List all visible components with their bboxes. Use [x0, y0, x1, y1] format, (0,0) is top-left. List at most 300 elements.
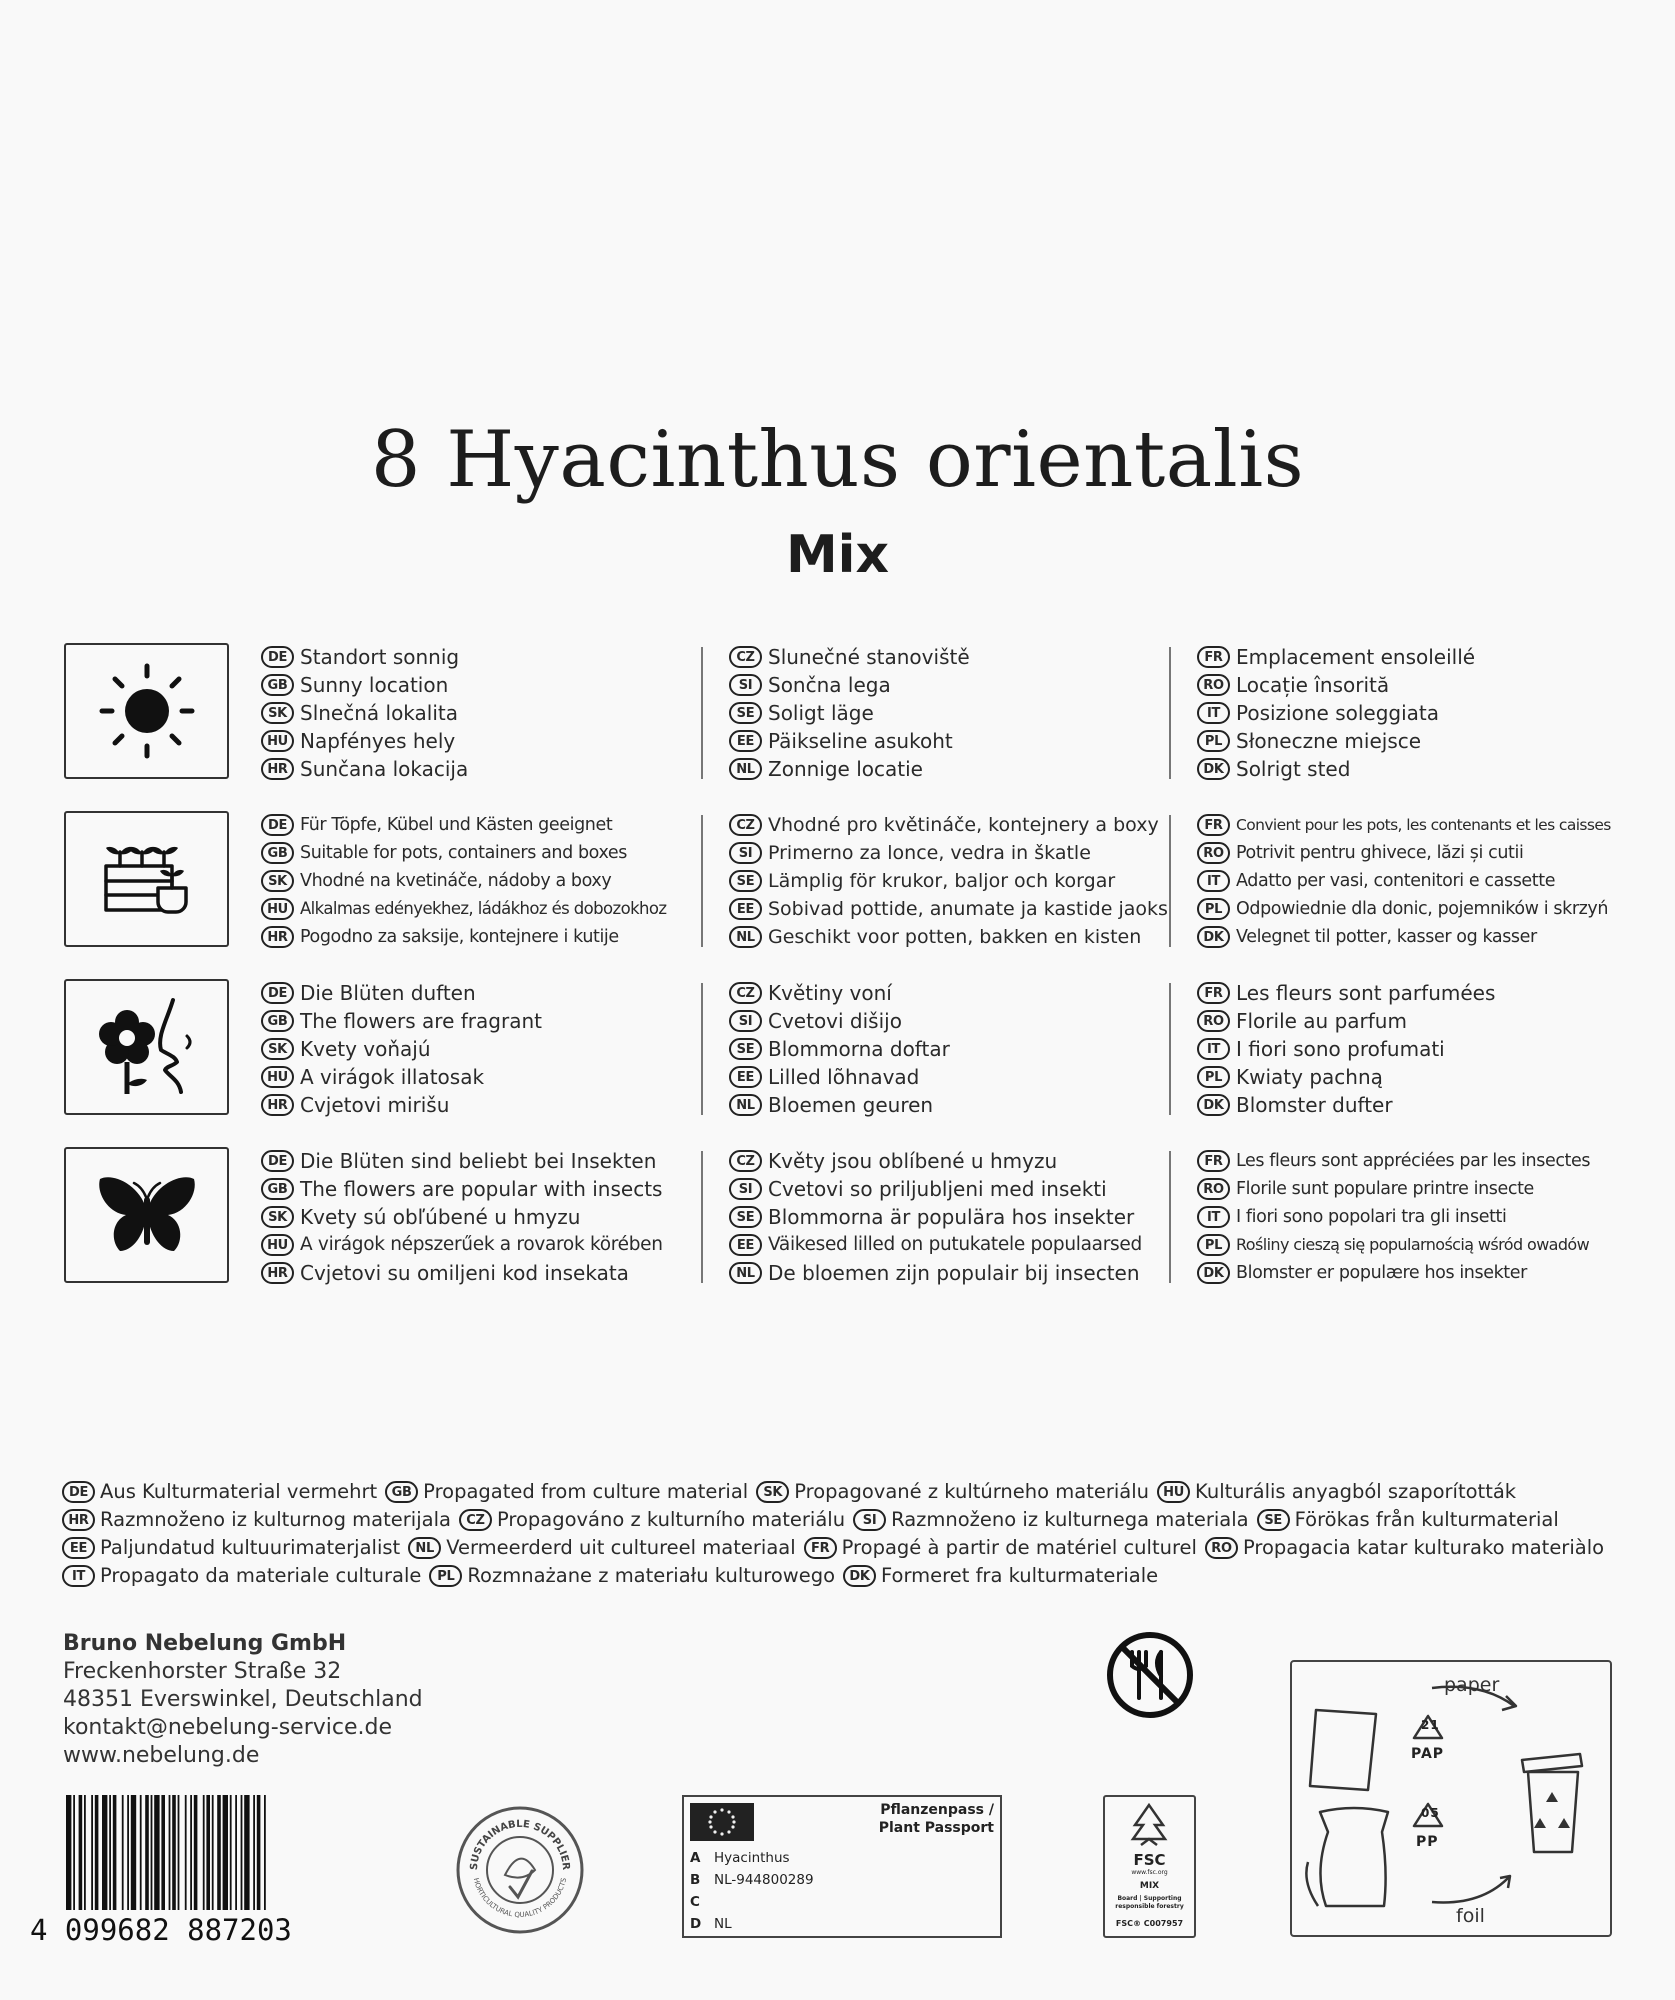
passport-row: [690, 1915, 732, 1933]
barcode-bar: [122, 1795, 124, 1910]
language-badge: NL: [729, 926, 762, 948]
eu-flag-icon: [690, 1803, 754, 1841]
propagation-line: [62, 1562, 1622, 1590]
propagation-text: Rozmnażane z materiału kulturowego: [467, 1564, 836, 1587]
text-line: [1197, 811, 1675, 839]
language-badge: DE: [261, 646, 294, 668]
text-line: [729, 727, 1199, 755]
passport-key: D: [690, 1916, 702, 1932]
text-line: [1197, 755, 1675, 783]
line-text: Die Blüten duften: [300, 981, 476, 1005]
text-line: [1197, 727, 1675, 755]
text-line: [729, 979, 1199, 1007]
text-line: [261, 1203, 731, 1231]
propagation-text: Förökas från kulturmaterial: [1294, 1508, 1559, 1531]
fsc-logo: [1103, 1795, 1196, 1938]
line-text: Vhodné pro květináče, kontejnery a boxy: [768, 814, 1159, 836]
propagation-item: [459, 1506, 845, 1534]
language-column: [1197, 643, 1675, 783]
text-line: [261, 671, 731, 699]
language-badge: NL: [729, 1094, 762, 1116]
language-badge: EE: [62, 1537, 95, 1559]
text-line: [1197, 1203, 1675, 1231]
barcode-bar: [194, 1795, 198, 1910]
propagation-line: [62, 1506, 1622, 1534]
product-subtitle: Mix: [785, 525, 890, 585]
text-line: [729, 1091, 1199, 1119]
text-line: [261, 699, 731, 727]
fsc-license: FSC® C007957: [1115, 1919, 1184, 1928]
text-line: [1197, 979, 1675, 1007]
line-text: Cvjetovi mirišu: [300, 1093, 450, 1117]
line-text: Sunčana lokacija: [300, 757, 469, 781]
language-badge: HR: [261, 1262, 294, 1284]
language-badge: SI: [729, 1178, 762, 1200]
paper-sheet-icon: [1310, 1710, 1376, 1790]
propagation-item: [62, 1506, 451, 1534]
text-line: [1197, 643, 1675, 671]
fsc-brand: FSC: [1133, 1851, 1166, 1869]
propagation-item: [843, 1562, 1158, 1590]
language-badge: EE: [729, 1234, 762, 1256]
language-column: [729, 979, 1199, 1119]
propagation-text: Propagováno z kulturního materiálu: [496, 1508, 846, 1531]
propagation-item: [408, 1534, 795, 1562]
text-line: [261, 895, 731, 923]
language-badge: SE: [729, 702, 762, 724]
language-badge: HR: [62, 1509, 95, 1531]
line-text: Odpowiednie dla donic, pojemników i skrzyń: [1236, 899, 1609, 919]
line-text: I fiori sono popolari tra gli insetti: [1236, 1207, 1507, 1227]
language-badge: NL: [729, 758, 762, 780]
language-badge: GB: [261, 842, 294, 864]
barcode-bar: [172, 1795, 176, 1910]
language-badge: SI: [729, 1010, 762, 1032]
line-text: I fiori sono profumati: [1236, 1037, 1445, 1061]
line-text: Sončna lega: [768, 673, 891, 697]
propagation-line: [62, 1478, 1622, 1506]
language-badge: SK: [261, 1206, 294, 1228]
paper-label: paper: [1444, 1674, 1500, 1696]
line-text: Blommorna är populära hos insekter: [768, 1205, 1135, 1229]
propagation-item: [804, 1534, 1197, 1562]
flower-scent-icon: [64, 979, 229, 1115]
paper-code: 21: [1421, 1718, 1440, 1732]
line-text: Pogodno za saksije, kontejnere i kutije: [300, 927, 619, 947]
line-text: Posizione soleggiata: [1236, 701, 1440, 725]
text-line: [1197, 671, 1675, 699]
fsc-type: MIX: [1139, 1881, 1160, 1891]
language-badge: SK: [261, 702, 294, 724]
language-badge: HU: [261, 1066, 294, 1088]
barcode-bar: [253, 1795, 255, 1910]
language-badge: CZ: [729, 814, 762, 836]
language-badge: RO: [1197, 1010, 1230, 1032]
language-badge: GB: [261, 1178, 294, 1200]
line-text: Väikesed lilled on putukatele populaarsed: [768, 1234, 1142, 1255]
language-badge: HU: [261, 1234, 294, 1256]
propagation-text: Propagacia katar kulturako materiàlo: [1242, 1536, 1605, 1559]
barcode-bar: [203, 1795, 205, 1910]
language-badge: EE: [729, 898, 762, 920]
line-text: Alkalmas edényekhez, ládákhoz és dobozokhoz: [300, 899, 667, 918]
line-text: Convient pour les pots, les contenants et les caisses: [1236, 816, 1611, 834]
language-column: [261, 979, 731, 1119]
barcode-bar: [109, 1795, 111, 1910]
line-text: Zonnige locatie: [768, 757, 923, 781]
propagation-text: Propagated from culture material: [423, 1480, 749, 1503]
svg-text:SUSTAINABLE SUPPLIER: [469, 1819, 571, 1871]
text-line: [729, 643, 1199, 671]
line-text: A virágok népszerűek a rovarok körében: [300, 1234, 663, 1255]
propagation-item: [385, 1478, 748, 1506]
barcode-bar: [190, 1795, 192, 1910]
barcode-bar: [185, 1795, 187, 1910]
language-badge: DK: [1197, 758, 1230, 780]
language-badge: NL: [408, 1537, 441, 1559]
text-line: [729, 811, 1199, 839]
svg-text:HORTICULTURAL QUALITY PRODUCTS: [472, 1877, 569, 1920]
barcode-bar: [244, 1795, 249, 1910]
recycling-bin-icon: [1528, 1772, 1578, 1852]
line-text: Standort sonnig: [300, 645, 460, 669]
language-badge: DE: [261, 814, 294, 836]
language-badge: SE: [729, 870, 762, 892]
barcode-bar: [66, 1795, 71, 1910]
barcode-bar: [140, 1795, 142, 1910]
propagation-item: [429, 1562, 835, 1590]
language-badge: SE: [729, 1206, 762, 1228]
text-line: [261, 867, 731, 895]
fsc-tree-icon: [1105, 1801, 1194, 1851]
propagation-text: Razmnoženo iz kulturnega materiala: [891, 1508, 1249, 1531]
propagation-item: [1257, 1506, 1559, 1534]
language-column: [729, 811, 1199, 951]
line-text: Florile sunt populare printre insecte: [1236, 1179, 1534, 1199]
barcode-bar: [257, 1795, 261, 1910]
language-badge: DE: [261, 1150, 294, 1172]
line-text: Blommorna doftar: [768, 1037, 950, 1061]
language-column: [261, 1147, 731, 1287]
propagation-text: Propagato da materiale culturale: [100, 1564, 422, 1587]
info-section-insects: [64, 1147, 1624, 1287]
line-text: Kvety voňajú: [300, 1037, 431, 1061]
language-column: [261, 643, 731, 783]
company-website: www.nebelung.de: [63, 1743, 260, 1768]
language-badge: HU: [261, 730, 294, 752]
language-column: [1197, 1147, 1675, 1287]
line-text: Blomster dufter: [1236, 1093, 1393, 1117]
language-badge: DE: [62, 1481, 95, 1503]
propagation-text: Propagé à partir de matériel culturel: [841, 1536, 1197, 1559]
text-line: [729, 1231, 1199, 1259]
propagation-line: [62, 1534, 1622, 1562]
barcode-bar: [151, 1795, 153, 1910]
barcode-bar: [84, 1795, 86, 1910]
language-badge: DK: [843, 1565, 876, 1587]
language-badge: EE: [729, 1066, 762, 1088]
propagation-item: [1157, 1478, 1516, 1506]
language-badge: CZ: [729, 982, 762, 1004]
language-badge: CZ: [459, 1509, 492, 1531]
propagation-item: [1205, 1534, 1604, 1562]
text-line: [729, 1175, 1199, 1203]
language-badge: FR: [804, 1537, 837, 1559]
language-badge: PL: [1197, 730, 1230, 752]
language-badge: IT: [1197, 1206, 1230, 1228]
barcode-bar: [127, 1795, 129, 1910]
text-line: [1197, 923, 1675, 951]
line-text: A virágok illatosak: [300, 1065, 485, 1089]
barcode-bar: [161, 1795, 165, 1910]
language-column: [729, 643, 1199, 783]
language-badge: IT: [1197, 870, 1230, 892]
line-text: Sunny location: [300, 673, 449, 697]
company-street: Freckenhorster Straße 32: [63, 1659, 342, 1684]
propagation-item: [62, 1562, 421, 1590]
barcode-bar: [95, 1795, 99, 1910]
text-line: [1197, 1007, 1675, 1035]
product-title: 8 Hyacinthus orientalis: [370, 415, 1305, 505]
text-line: [729, 699, 1199, 727]
passport-title-line: Pflanzenpass /: [880, 1802, 994, 1818]
language-badge: DK: [1197, 926, 1230, 948]
text-line: [261, 979, 731, 1007]
language-badge: HU: [1157, 1481, 1190, 1503]
text-line: [1197, 1175, 1675, 1203]
line-text: Bloemen geuren: [768, 1093, 934, 1117]
language-badge: IT: [62, 1565, 95, 1587]
propagation-notice: [62, 1478, 1622, 1590]
text-line: [261, 755, 731, 783]
line-text: Kvety sú obľúbené u hmyzu: [300, 1205, 581, 1229]
line-text: Květy jsou oblíbené u hmyzu: [768, 1149, 1058, 1173]
text-line: [261, 1231, 731, 1259]
line-text: Květiny voní: [768, 981, 892, 1005]
language-badge: GB: [261, 674, 294, 696]
language-badge: PL: [1197, 1234, 1230, 1256]
text-line: [729, 1063, 1199, 1091]
text-line: [729, 923, 1199, 951]
text-line: [261, 1063, 731, 1091]
line-text: Solrigt sted: [1236, 757, 1351, 781]
line-text: Lilled lõhnavad: [768, 1065, 920, 1089]
passport-value: NL: [714, 1916, 732, 1932]
line-text: Cvjetovi su omiljeni kod insekata: [300, 1261, 629, 1285]
line-text: Kwiaty pachną: [1236, 1065, 1383, 1089]
language-badge: CZ: [729, 646, 762, 668]
barcode-number: 4 099682 887203: [30, 1913, 292, 1947]
propagation-item: [756, 1478, 1149, 1506]
line-text: Adatto per vasi, contenitori e cassette: [1236, 871, 1556, 891]
text-line: [729, 1035, 1199, 1063]
language-badge: PL: [1197, 1066, 1230, 1088]
language-column: [729, 1147, 1199, 1287]
language-column: [261, 811, 731, 951]
text-line: [1197, 699, 1675, 727]
propagation-text: Kulturális anyagból szaporították: [1195, 1480, 1517, 1503]
line-text: Suitable for pots, containers and boxes: [300, 843, 627, 863]
line-text: Cvetovi dišijo: [768, 1009, 902, 1033]
language-badge: CZ: [729, 1150, 762, 1172]
text-line: [729, 839, 1199, 867]
text-line: [261, 1007, 731, 1035]
language-badge: FR: [1197, 814, 1230, 836]
language-badge: FR: [1197, 646, 1230, 668]
line-text: Potrivit pentru ghivece, lăzi și cutii: [1236, 843, 1524, 863]
seal-bottom-text: HORTICULTURAL QUALITY PRODUCTS: [471, 1877, 569, 1920]
text-line: [1197, 1231, 1675, 1259]
passport-value: NL-944800289: [714, 1872, 814, 1888]
language-badge: DK: [1197, 1262, 1230, 1284]
line-text: Napfényes hely: [300, 729, 456, 753]
language-badge: GB: [261, 1010, 294, 1032]
line-text: Les fleurs sont parfumées: [1236, 981, 1496, 1005]
language-badge: DE: [261, 982, 294, 1004]
language-badge: SE: [729, 1038, 762, 1060]
barcode-bar: [102, 1795, 107, 1910]
line-text: Florile au parfum: [1236, 1009, 1407, 1033]
barcode-bar: [241, 1795, 243, 1910]
line-text: Lämplig för krukor, baljor och korgar: [768, 870, 1116, 892]
barcode-bar: [230, 1795, 232, 1910]
barcode-bar: [131, 1795, 136, 1910]
line-text: Vhodné na kvetináče, nádoby a boxy: [300, 871, 612, 891]
text-line: [261, 1091, 731, 1119]
text-line: [729, 671, 1199, 699]
text-line: [1197, 1035, 1675, 1063]
language-badge: HU: [261, 898, 294, 920]
barcode-bar: [145, 1795, 149, 1910]
language-badge: IT: [1197, 702, 1230, 724]
passport-key: C: [690, 1894, 700, 1910]
language-badge: HR: [261, 1094, 294, 1116]
propagation-text: Vermeerderd uit cultureel materiaal: [446, 1536, 796, 1559]
barcode-bar: [217, 1795, 221, 1910]
propagation-text: Propagované z kultúrneho materiálu: [794, 1480, 1150, 1503]
barcode-bar: [212, 1795, 214, 1910]
language-badge: RO: [1197, 674, 1230, 696]
text-line: [729, 1007, 1199, 1035]
planter-box-icon: [64, 811, 229, 947]
text-line: [261, 839, 731, 867]
passport-row: [690, 1871, 814, 1889]
language-badge: PL: [429, 1565, 462, 1587]
propagation-text: Razmnoženo iz kulturnog materijala: [100, 1508, 451, 1531]
barcode-bar: [178, 1795, 180, 1910]
line-text: Velegnet til potter, kasser og kasser: [1236, 927, 1537, 947]
text-line: [1197, 1063, 1675, 1091]
line-text: Primerno za lonce, vedra in škatle: [768, 842, 1091, 864]
plant-passport: [682, 1795, 1002, 1938]
fsc-claim: responsible forestry: [1115, 1903, 1184, 1910]
company-email: kontakt@nebelung-service.de: [63, 1715, 393, 1740]
passport-value: Hyacinthus: [714, 1850, 790, 1866]
language-badge: FR: [1197, 1150, 1230, 1172]
barcode-bar: [223, 1795, 228, 1910]
language-badge: DK: [1197, 1094, 1230, 1116]
line-text: Geschikt voor potten, bakken en kisten: [768, 926, 1142, 948]
language-badge: IT: [1197, 1038, 1230, 1060]
butterfly-icon: [64, 1147, 229, 1283]
propagation-text: Paljundatud kultuurimaterjalist: [100, 1536, 401, 1559]
text-line: [729, 1203, 1199, 1231]
passport-row: [690, 1849, 790, 1867]
language-badge: GB: [385, 1481, 418, 1503]
language-badge: SK: [261, 870, 294, 892]
line-text: Für Töpfe, Kübel und Kästen geeignet: [300, 815, 613, 835]
text-line: [729, 867, 1199, 895]
paper-abbr: PAP: [1411, 1746, 1445, 1762]
language-badge: FR: [1197, 982, 1230, 1004]
fsc-site: www.fsc.org: [1131, 1869, 1168, 1876]
foil-label: foil: [1456, 1905, 1485, 1927]
language-badge: RO: [1197, 842, 1230, 864]
line-text: Rośliny cieszą się popularnością wśród owadów: [1236, 1235, 1590, 1254]
text-line: [729, 1147, 1199, 1175]
text-line: [1197, 1091, 1675, 1119]
barcode-bar: [79, 1795, 83, 1910]
language-badge: PL: [1197, 898, 1230, 920]
passport-title-line: Plant Passport: [878, 1820, 994, 1836]
company-name: Bruno Nebelung GmbH: [63, 1631, 347, 1656]
language-badge: RO: [1205, 1537, 1238, 1559]
line-text: The flowers are popular with insects: [300, 1177, 663, 1201]
propagation-item: [853, 1506, 1249, 1534]
sustainable-supplier-seal: [455, 1805, 585, 1935]
line-text: Päikseline asukoht: [768, 729, 953, 753]
line-text: De bloemen zijn populair bij insecten: [768, 1261, 1140, 1285]
text-line: [1197, 1147, 1675, 1175]
text-line: [261, 923, 731, 951]
barcode-bar: [235, 1795, 237, 1910]
seal-top-text: SUSTAINABLE SUPPLIER: [468, 1818, 572, 1871]
barcode-bar: [154, 1795, 159, 1910]
foil-abbr: PP: [1416, 1834, 1439, 1850]
line-text: Emplacement ensoleillé: [1236, 645, 1476, 669]
barcode-bar: [206, 1795, 210, 1910]
language-badge: SI: [853, 1509, 886, 1531]
text-line: [261, 1147, 731, 1175]
language-badge: EE: [729, 730, 762, 752]
text-line: [1197, 867, 1675, 895]
text-line: [1197, 839, 1675, 867]
passport-key: A: [690, 1850, 701, 1866]
barcode-bar: [113, 1795, 117, 1910]
recycling-guide: [1290, 1660, 1612, 1937]
text-line: [261, 1259, 731, 1287]
info-section-fragrant: [64, 979, 1624, 1119]
barcode-bar: [73, 1795, 75, 1910]
text-line: [261, 727, 731, 755]
propagation-text: Formeret fra kulturmateriale: [881, 1564, 1159, 1587]
company-address: [63, 1630, 483, 1770]
line-text: Locație însorită: [1236, 673, 1390, 697]
line-text: Słoneczne miejsce: [1236, 729, 1422, 753]
foil-bag-icon: [1320, 1808, 1388, 1906]
language-badge: HR: [261, 926, 294, 948]
line-text: The flowers are fragrant: [300, 1009, 542, 1033]
info-section-sunny: [64, 643, 1624, 783]
text-line: [261, 1035, 731, 1063]
text-line: [261, 643, 731, 671]
info-section-containers: [64, 811, 1624, 951]
text-line: [261, 1175, 731, 1203]
text-line: [729, 755, 1199, 783]
language-badge: SI: [729, 842, 762, 864]
text-line: [261, 811, 731, 839]
text-line: [729, 895, 1199, 923]
